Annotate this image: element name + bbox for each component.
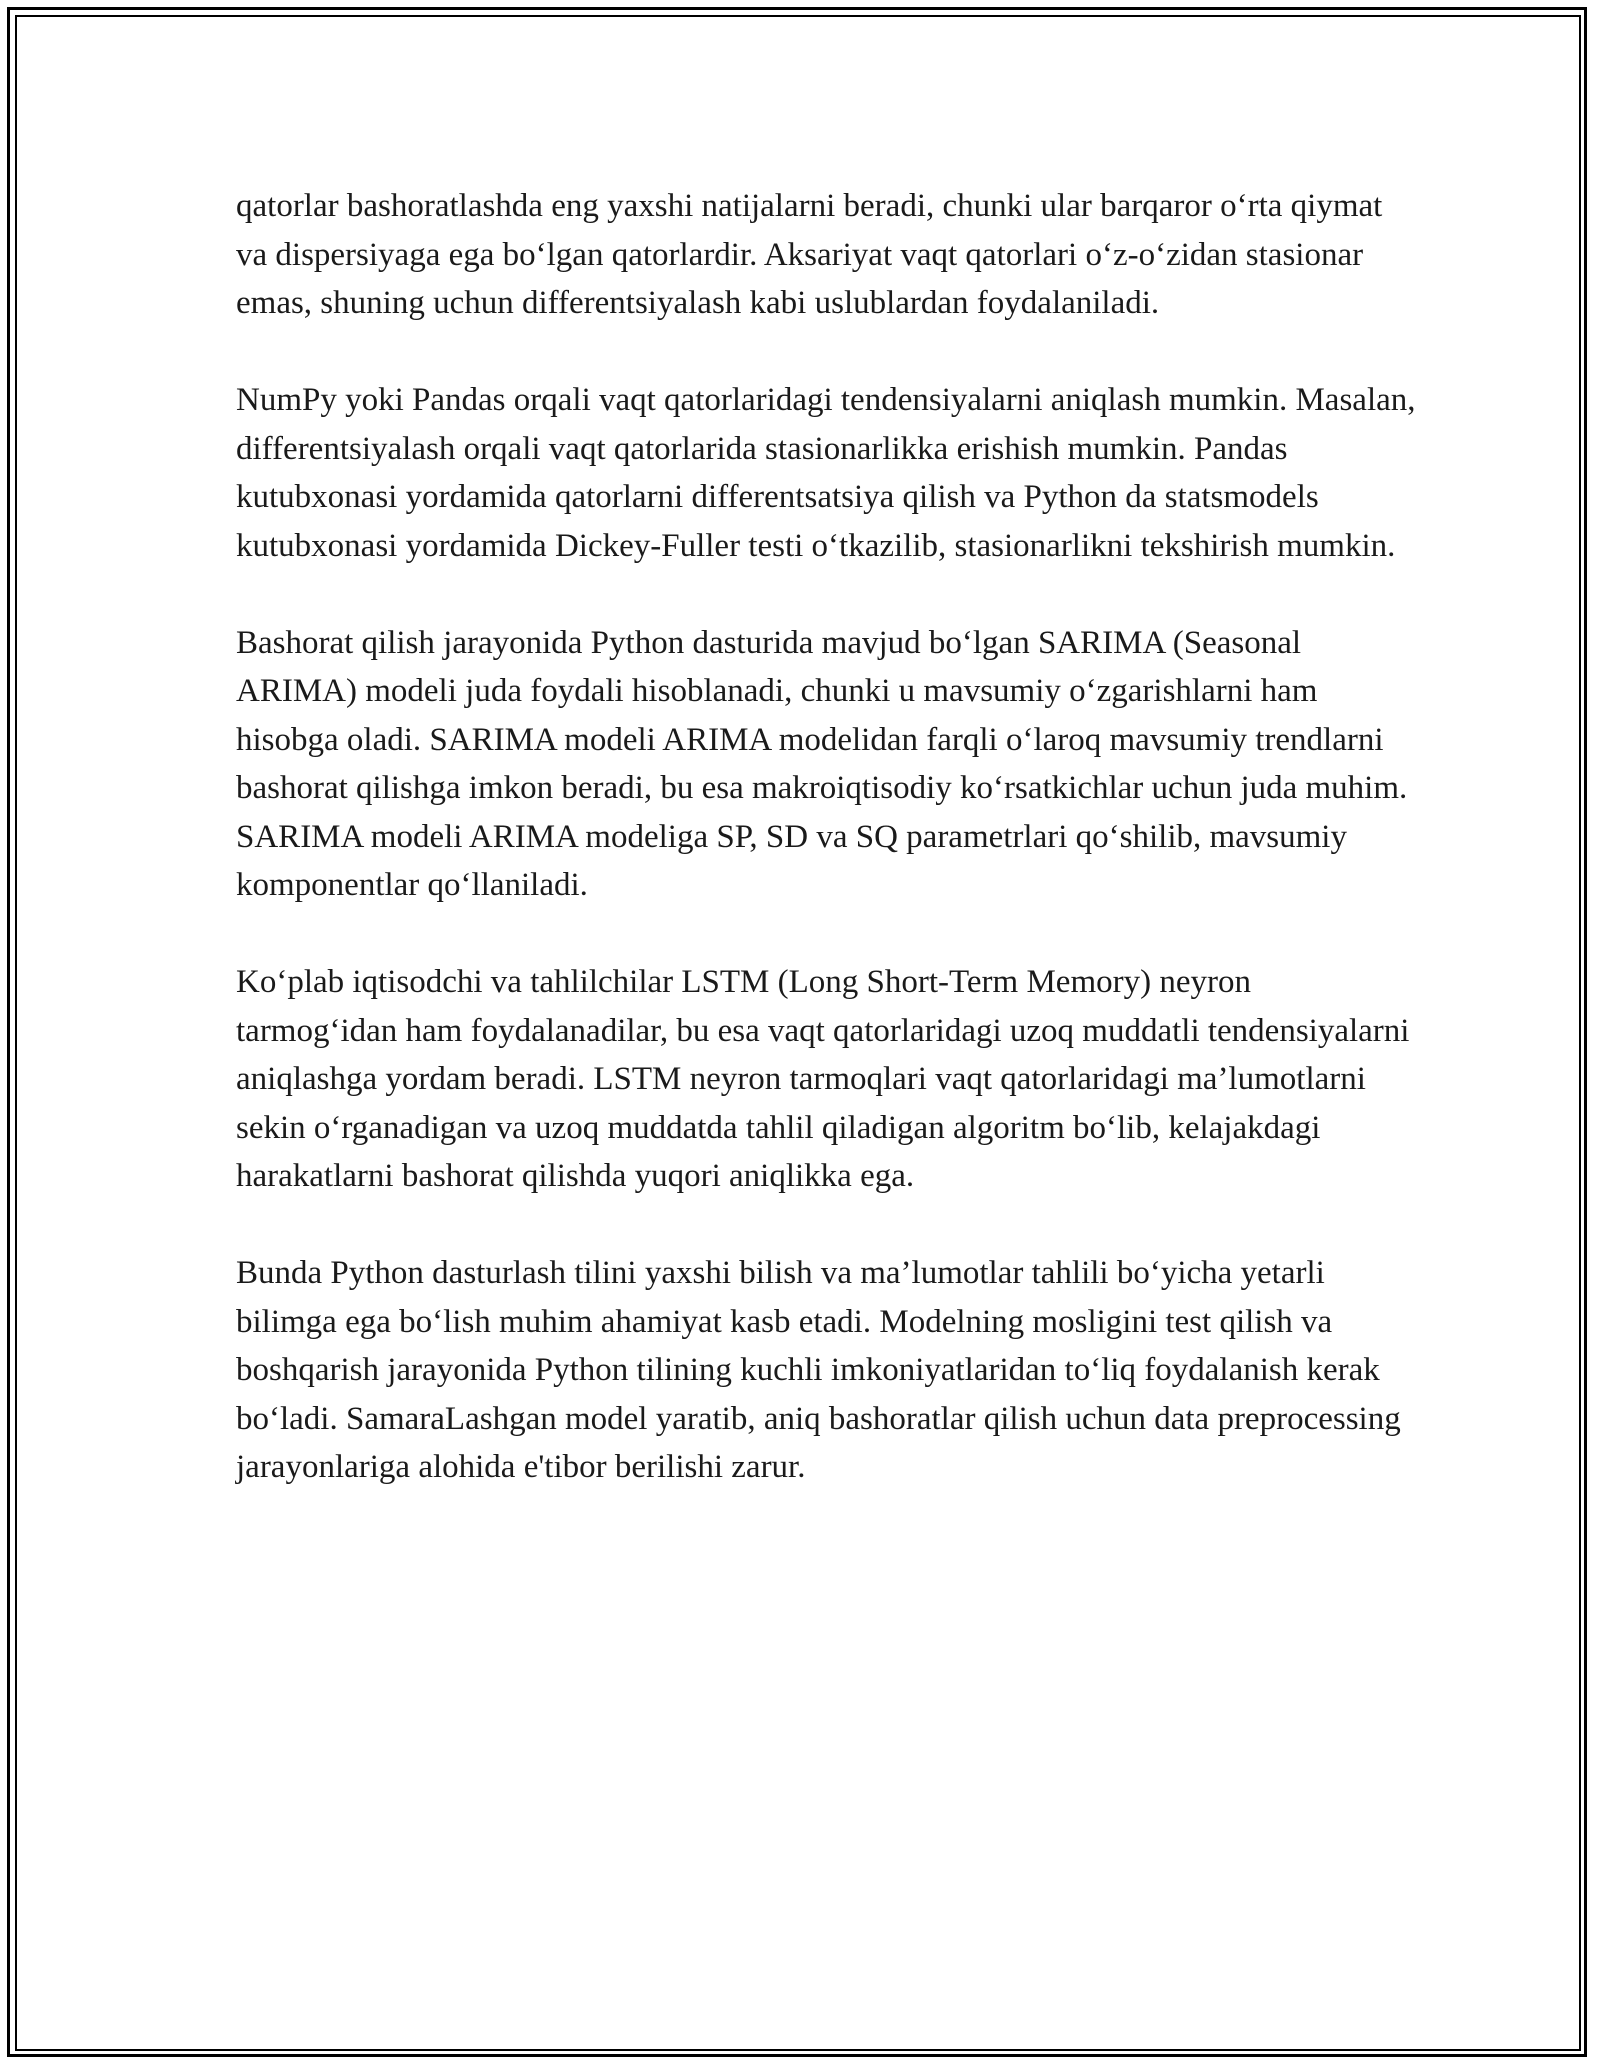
paragraph-sarima: Bashorat qilish jarayonida Python dasturida mavjud bo‘lgan SARIMA (Seasonal ARIMA) modeli juda foydali hisoblanadi, chunki u mavsumiy o‘zgarishlarni ham hisobga oladi. SARIMA modeli ARIMA modelidan farqli o‘laroq mavsumiy trendlarni bashorat qilishga imkon beradi, bu esa makroiqtisodiy ko‘rsatkichlar uchun juda muhim. SARIMA modeli ARIMA modeliga SP, SD va SQ parametrlari qo‘shilib, mavsumiy komponentlar qo‘llaniladi. [236,624,1408,903]
document-body [236,182,1416,1492]
paragraph-numpy-pandas: NumPy yoki Pandas orqali vaqt qatorlaridagi tendensiyalarni aniqlash mumkin. Masalan, differentsiyalash orqali vaqt qatorlarida stasionarlikka erishish mumkin. Pandas kutubxonasi yordamida qatorlarni differentsatsiya qilish va Python da statsmodels kutubxonasi yordamida Dickey-Fuller testi o‘tkazilib, stasionarlikni tekshirish mumkin. [236,382,1416,564]
paragraph-lstm: Ko‘plab iqtisodchi va tahlilchilar LSTM (Long Short-Term Memory) neyron tarmog‘idan ham foydalanadilar, bu esa vaqt qatorlaridagi uzoq muddatli tendensiyalarni aniqlashga yordam beradi. LSTM neyron tarmoqlari vaqt qatorlaridagi ma’lumotlarni sekin o‘rganadigan va uzoq muddatda tahlil qiladigan algoritm bo‘lib, kelajakdagi harakatlarni bashorat qilishda yuqori aniqlikka ega. [236,964,1410,1194]
paragraph-stationarity-intro: qatorlar bashoratlashda eng yaxshi natijalarni beradi, chunki ular barqaror o‘rta qiymat va dispersiyaga ega bo‘lgan qatorlardir. Aksariyat vaqt qatorlari o‘z-o‘zidan stasionar emas, shuning uchun differentsiyalash kabi uslublardan foydalaniladi. [236,188,1383,321]
paragraph-python-skills: Bunda Python dasturlash tilini yaxshi bilish va ma’lumotlar tahlili bo‘yicha yetarli bilimga ega bo‘lish muhim ahamiyat kasb etadi. Modelning mosligini test qilish va boshqarish jarayonida Python tilining kuchli imkoniyatlaridan to‘liq foydalanish kerak bo‘ladi. SamaraLashgan model yaratib, aniq bashoratlar qilish uchun data preprocessing jarayonlariga alohida e'tibor berilishi zarur. [236,1255,1401,1485]
